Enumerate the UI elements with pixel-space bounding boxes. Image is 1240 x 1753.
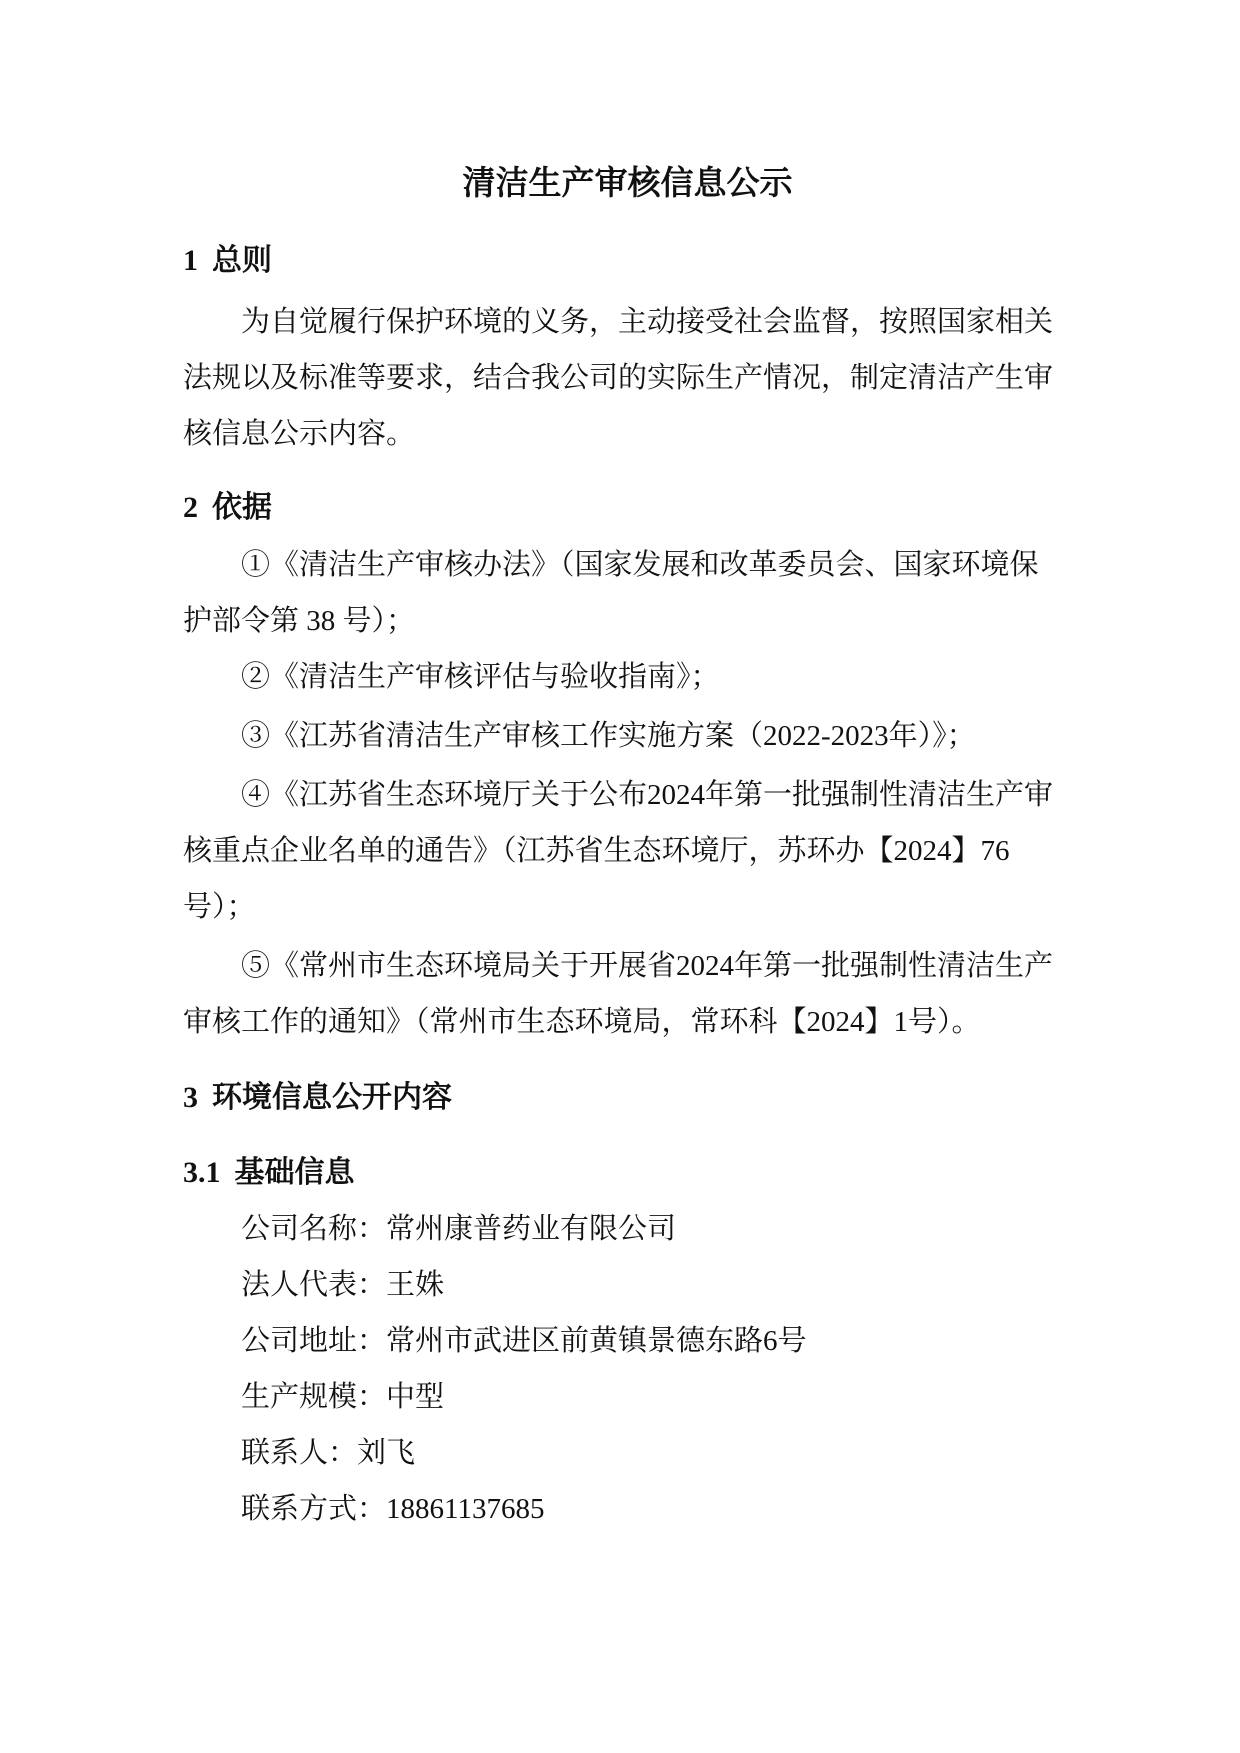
section-1-heading [183,238,1072,284]
section-2-number: 2 [183,491,198,524]
basic-info-list [183,1201,1072,1537]
info-label: 生产规模： [241,1381,387,1413]
reference-line: ②《清洁生产审核评估与验收指南》； [241,661,720,693]
info-value: 刘飞 [357,1437,416,1469]
section-3-1-title: 基础信息 [234,1156,355,1189]
section-3-1-heading [183,1150,1072,1196]
reference-line: 号）； [183,891,256,923]
info-value: 常州康普药业有限公司 [386,1213,677,1245]
info-label: 公司名称： [241,1213,387,1245]
info-legal-representative [183,1257,1072,1313]
reference-item-1 [183,537,1072,649]
reference-item-5 [183,938,1072,1050]
info-value: 王姝 [386,1269,445,1301]
info-value: 常州市武进区前黄镇景德东路6号 [386,1325,807,1357]
paragraph-general-line: 法规以及标准等要求，结合我公司的实际生产情况，制定清洁产生审 [183,362,1054,394]
reference-line: 护部令第 38 号）； [183,605,416,637]
paragraph-general-line: 核信息公示内容。 [183,418,416,450]
info-label: 法人代表： [241,1269,387,1301]
reference-line: ④《江苏省生态环境厅关于公布2024年第一批强制性清洁生产审 [241,779,1054,811]
reference-line: ①《清洁生产审核办法》（国家发展和改革委员会、国家环境保 [241,549,1039,581]
section-2-title: 依据 [212,491,272,524]
reference-item-2 [183,649,1072,705]
info-label: 公司地址： [241,1325,387,1357]
section-1-number: 1 [183,244,198,277]
reference-line: ③《江苏省清洁生产审核工作实施方案（2022-2023年）》； [241,720,976,752]
section-3-heading [183,1075,1072,1121]
info-contact-number [183,1481,1072,1537]
section-3-title: 环境信息公开内容 [212,1081,452,1114]
reference-line: ⑤《常州市生态环境局关于开展省2024年第一批强制性清洁生产 [241,950,1054,982]
info-label: 联系方式： [241,1493,387,1525]
document-title: 清洁生产审核信息公示 [462,166,793,202]
paragraph-general-line: 为自觉履行保护环境的义务，主动接受社会监督，按照国家相关 [241,306,1054,338]
info-value: 中型 [386,1381,445,1413]
info-label: 联系人： [241,1437,358,1469]
reference-item-4 [183,767,1072,935]
section-3-number: 3 [183,1081,198,1114]
info-company-address [183,1313,1072,1369]
info-production-scale [183,1369,1072,1425]
section-2-heading [183,485,1072,531]
reference-line: 核重点企业名单的通告》（江苏省生态环境厅，苏环办【2024】76 [183,835,1010,867]
info-value: 18861137685 [386,1493,545,1525]
section-1-title: 总则 [212,244,272,277]
info-contact-person [183,1425,1072,1481]
reference-item-3 [183,708,1072,764]
reference-line: 审核工作的通知》（常州市生态环境局，常环科【2024】1号）。 [183,1006,981,1038]
info-company-name [183,1201,1072,1257]
section-3-1-number: 3.1 [183,1156,221,1189]
paragraph-general [183,294,1072,462]
